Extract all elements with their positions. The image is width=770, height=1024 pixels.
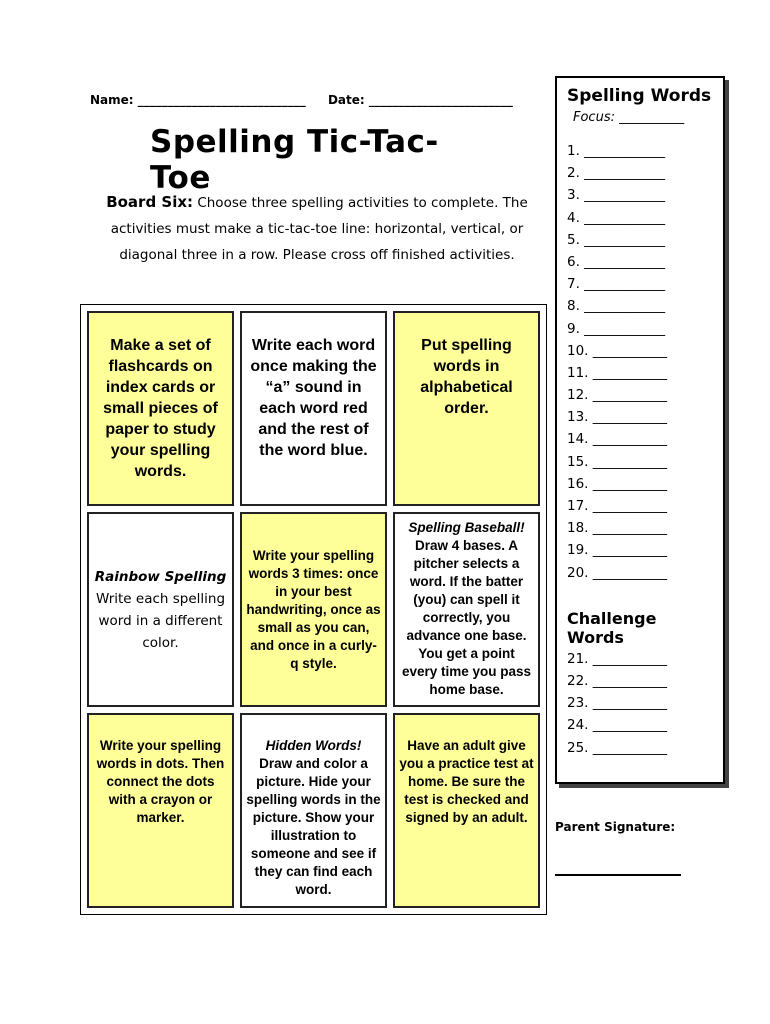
board-cell-9 [393, 713, 540, 908]
list-item: 11. ___________ [567, 364, 668, 381]
board-cell-7 [87, 713, 234, 908]
list-item: 20. ___________ [567, 564, 668, 581]
name-field-label: Name: ____________________________ [90, 93, 306, 107]
cell-text: Write each spelling word in a different color. [95, 590, 226, 651]
list-item: 25. ___________ [567, 739, 668, 756]
cell-text: Draw and color a picture. Hide your spelling words in the picture. Show your illustration to someone and see if they can find each word. [246, 756, 381, 897]
spelling-word-list [567, 143, 715, 587]
list-item: 13. ___________ [567, 409, 668, 426]
list-item: 5. ____________ [567, 231, 666, 248]
board-cell-4 [87, 512, 234, 707]
cell-text: Write each word once making the “a” sound in each word red and the rest of the word blue. [250, 337, 377, 459]
board-cell-2 [240, 311, 387, 506]
list-item: 17. ___________ [567, 498, 668, 514]
list-item: 23. ___________ [567, 695, 668, 712]
cell-text: Put spelling words in alphabetical order. [420, 337, 513, 417]
page-title: Spelling Tic-Tac-Toe [150, 124, 439, 196]
cell-heading: Spelling Baseball! [408, 520, 525, 535]
cell-text: Write your spelling words 3 times: once in your best handwriting, once as small as you can, and once in a curly-q style. [246, 547, 381, 671]
list-item: 15. ___________ [567, 453, 668, 470]
cell-heading: Rainbow Spelling [94, 568, 227, 585]
tic-tac-toe-board [80, 304, 547, 915]
list-item: 3. ____________ [567, 187, 666, 204]
list-item: 7. ____________ [567, 276, 666, 293]
list-item: 4. ____________ [567, 209, 666, 226]
list-item: 8. ____________ [567, 298, 666, 315]
cell-text: Draw 4 bases. A pitcher selects a word. If the batter (you) can spell it correctly, you advance one base. You get a point every time you pass home base. [401, 538, 532, 697]
board-cell-3 [393, 311, 540, 506]
cell-text: Have an adult give you a practice test at home. Be sure the test is checked and signed by an adult. [399, 738, 534, 825]
list-item: 2. ____________ [567, 165, 666, 182]
board-cell-1 [87, 311, 234, 506]
focus-label: Focus: __________ [573, 110, 685, 125]
challenge-words-title: Challenge Words [567, 608, 657, 647]
cell-text: Write your spelling words in dots. Then connect the dots with a crayon or marker. [96, 738, 225, 825]
cell-text: Make a set of flashcards on index cards or small pieces of paper to study your spelling words. [103, 337, 218, 480]
instructions-text: Choose three spelling activities to complete. The activities must make a tic-tac-toe line: horizontal, vertical, or diagonal three in a row. Please cross off finished activities. [110, 195, 528, 263]
list-item: 1. ____________ [567, 143, 666, 159]
list-item: 14. ___________ [567, 431, 668, 448]
cell-heading: Hidden Words! [265, 738, 362, 753]
list-item: 9. ____________ [567, 320, 666, 337]
list-item: 24. ___________ [567, 717, 668, 734]
board-cell-6 [393, 512, 540, 707]
parent-signature-label: Parent Signature: [555, 820, 676, 834]
date-field-label: Date: ________________________ [327, 93, 513, 107]
instructions-lead: Board Six: [106, 193, 194, 211]
list-item: 19. ___________ [567, 542, 668, 559]
list-item: 10. ___________ [567, 342, 668, 359]
list-item: 21. ___________ [567, 650, 668, 667]
list-item: 22. ___________ [567, 672, 668, 689]
board-cell-5 [240, 512, 387, 707]
board-cell-8 [240, 713, 387, 908]
list-item: 18. ___________ [567, 520, 668, 537]
list-item: 6. ____________ [567, 253, 666, 270]
instructions [92, 189, 542, 268]
challenge-word-list [567, 651, 715, 762]
list-item: 16. ___________ [567, 475, 668, 492]
signature-line [555, 874, 681, 876]
header-line [90, 93, 513, 107]
spelling-words-title: Spelling Words [567, 86, 712, 106]
list-item: 12. ___________ [567, 387, 668, 404]
spelling-words-panel [555, 76, 725, 784]
